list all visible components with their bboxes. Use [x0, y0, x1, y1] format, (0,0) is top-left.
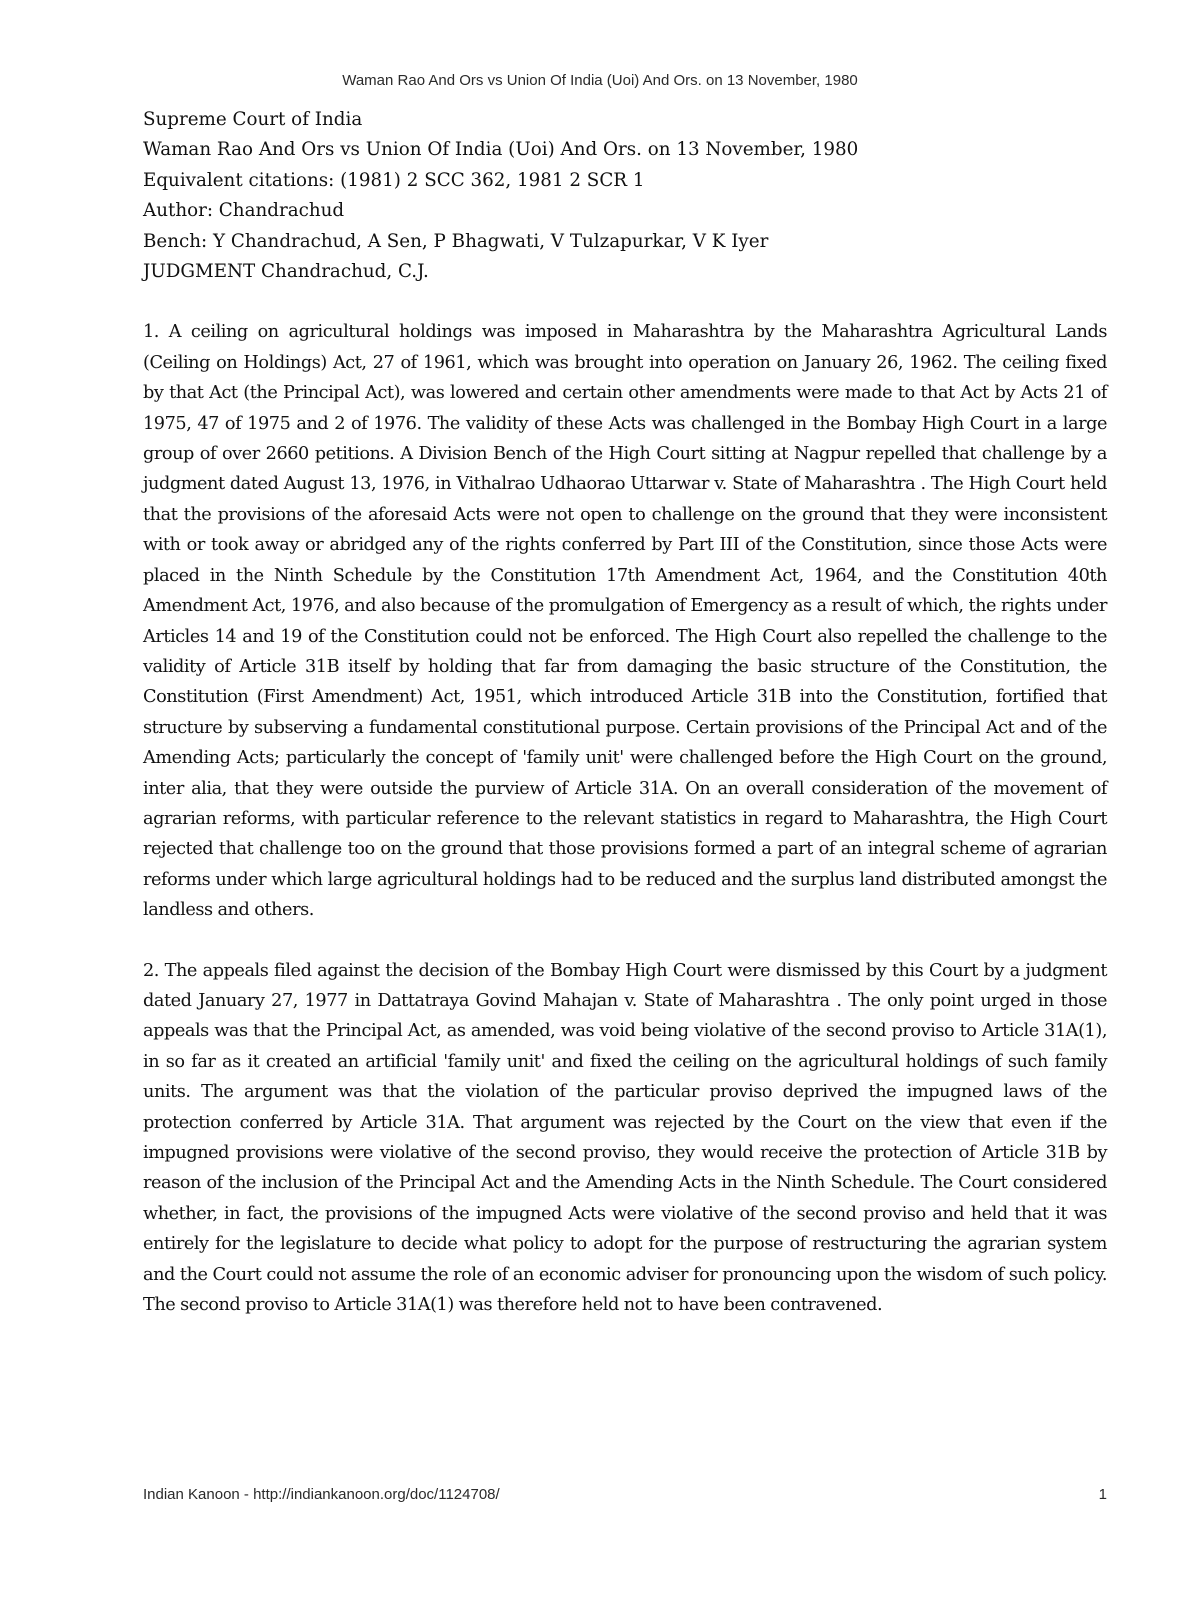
footer-source-link[interactable]: Indian Kanoon - http://indiankanoon.org/doc/1124708/ [143, 1486, 500, 1503]
running-header [0, 71, 1200, 91]
bench-line: Bench: Y Chandrachud, A Sen, P Bhagwati, V Tulzapurkar, V K Iyer [143, 230, 769, 252]
judgment-heading: JUDGMENT Chandrachud, C.J. [143, 261, 429, 283]
running-header-title: Waman Rao And Ors vs Union Of India (Uoi) And Ors. on 13 November, 1980 [342, 72, 858, 89]
case-title: Waman Rao And Ors vs Union Of India (Uoi) And Ors. on 13 November, 1980 [143, 139, 859, 161]
document-metadata [143, 105, 1107, 287]
page-number: 1 [1098, 1486, 1107, 1503]
author-line: Author: Chandrachud [143, 200, 345, 222]
document-body [143, 105, 1107, 1350]
paragraph-1: 1. A ceiling on agricultural holdings was imposed in Maharashtra by the Maharashtra Agricultural Lands (Ceiling on Holdings) Act, 27 of 1961, which was brought into operation on January 26, 1962. The ceiling fixed by that Act (the Principal Act), was lowered and certain other amendments were made to that Act by Acts 21 of 1975, 47 of 1975 and 2 of 1976. The validity of these Acts was challenged in the Bombay High Court in a large group of over 2660 petitions. A Division Bench of the High Court sitting at Nagpur repelled that challenge by a judgment dated August 13, 1976, in Vithalrao Udhaorao Uttarwar v. State of Maharashtra . The High Court held that the provisions of the aforesaid Acts were not open to challenge on the ground that they were inconsistent with or took away or abridged any of the rights conferred by Part III of the Constitution, since those Acts were placed in the Ninth Schedule by the Constitution 17th Amendment Act, 1964, and the Constitution 40th Amendment Act, 1976, and also because of the promulgation of Emergency as a result of which, the rights under Articles 14 and 19 of the Constitution could not be enforced. The High Court also repelled the challenge to the validity of Article 31B itself by holding that far from damaging the basic structure of the Constitution, the Constitution (First Amendment) Act, 1951, which introduced Article 31B into the Constitution, fortified that structure by subserving a fundamental constitutional purpose. Certain provisions of the Principal Act and of the Amending Acts; particularly the concept of 'family unit' were challenged before the High Court on the ground, inter alia, that they were outside the purview of Article 31A. On an overall consideration of the movement of agrarian reforms, with particular reference to the relevant statistics in regard to Maharashtra, the High Court rejected that challenge too on the ground that those provisions formed a part of an integral scheme of agrarian reforms under which large agricultural holdings had to be reduced and the surplus land distributed amongst the landless and others. [143, 322, 1107, 921]
court-name: Supreme Court of India [143, 109, 363, 130]
equivalent-citations: Equivalent citations: (1981) 2 SCC 362, 1981 2 SCR 1 [143, 169, 645, 191]
paragraph-2: 2. The appeals filed against the decision of the Bombay High Court were dismissed by this Court by a judgment dated January 27, 1977 in Dattatraya Govind Mahajan v. State of Maharashtra . The only point urged in those appeals was that the Principal Act, as amended, was void being violative of the second proviso to Article 31A(1), in so far as it created an artificial 'family unit' and fixed the ceiling on the agricultural holdings of such family units. The argument was that the violation of the particular proviso deprived the impugned laws of the protection conferred by Article 31A. That argument was rejected by the Court on the view that even if the impugned provisions were violative of the second proviso, they would receive the protection of Article 31B by reason of the inclusion of the Principal Act and the Amending Acts in the Ninth Schedule. The Court considered whether, in fact, the provisions of the impugned Acts were violative of the second proviso and held that it was entirely for the legislature to decide what policy to adopt for the purpose of restructuring the agrarian system and the Court could not assume the role of an economic adviser for pronouncing upon the wisdom of such policy. The second proviso to Article 31A(1) was therefore held not to have been contravened. [143, 960, 1107, 1316]
